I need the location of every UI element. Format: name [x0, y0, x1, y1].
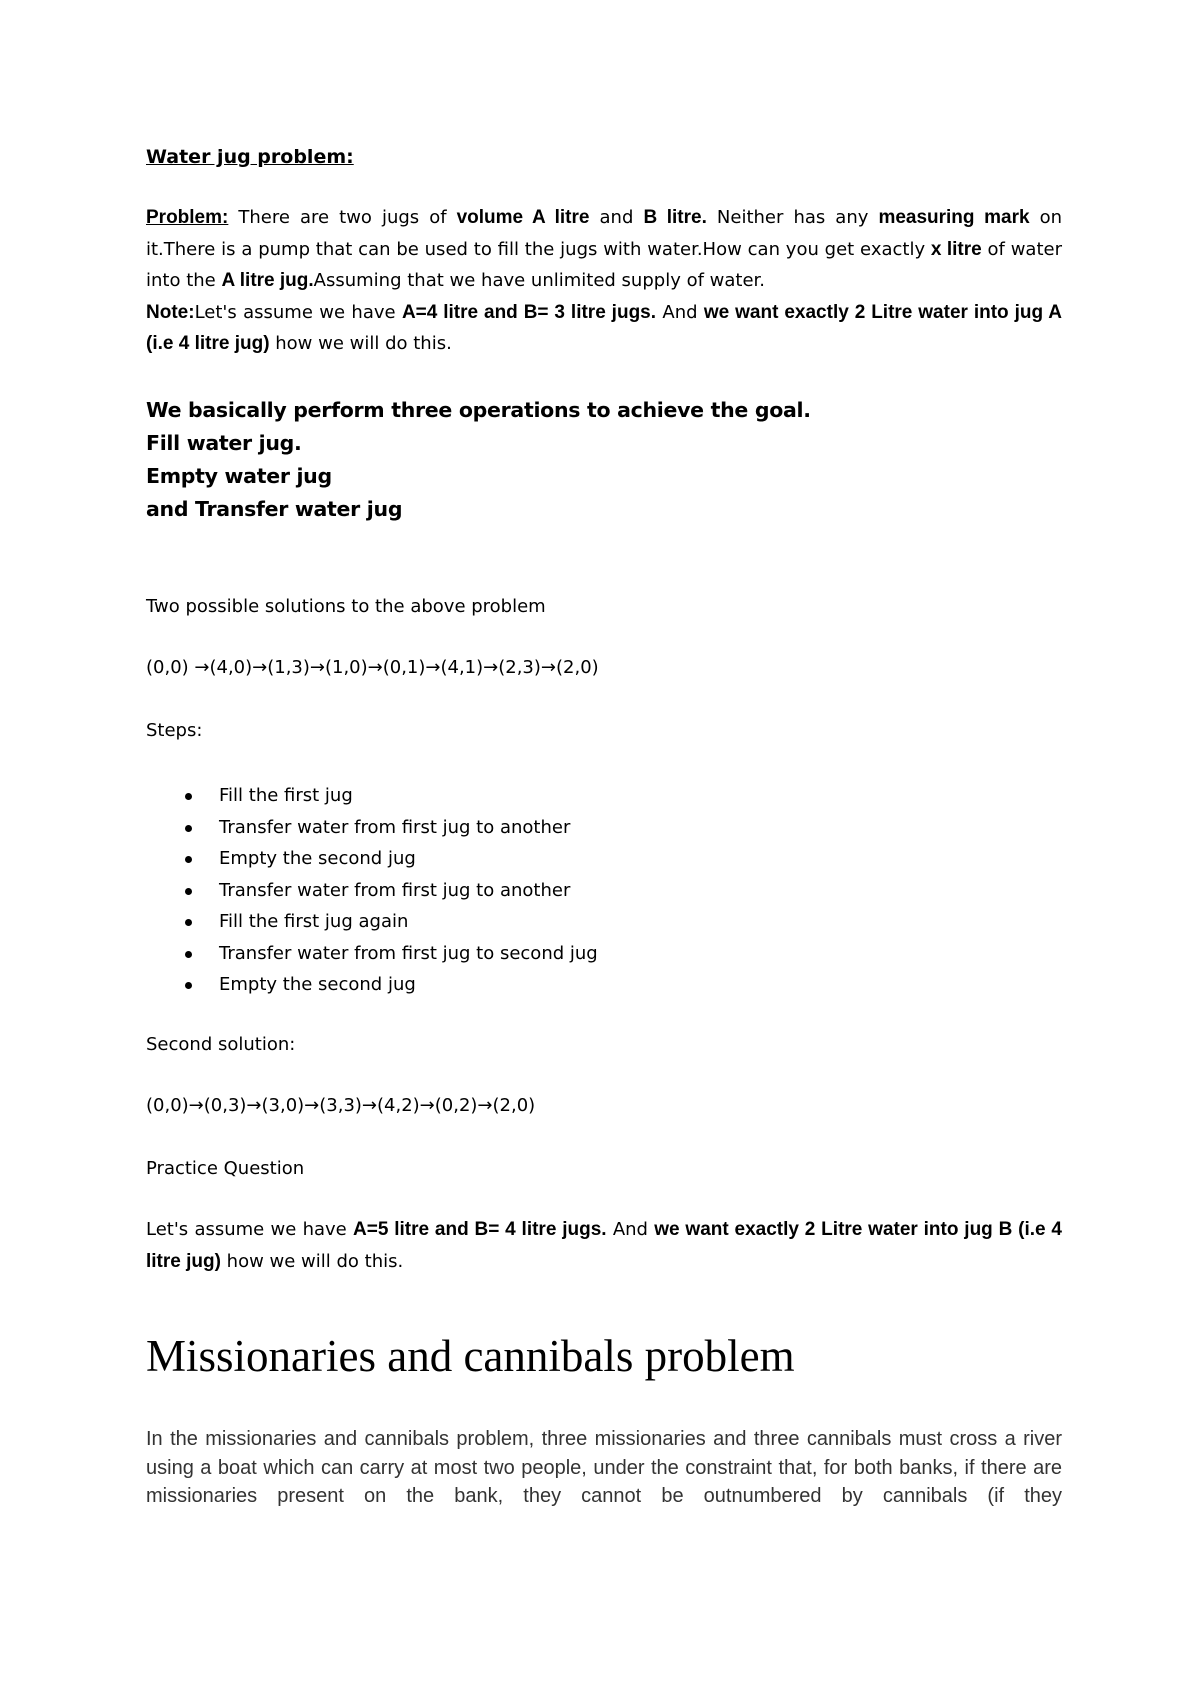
list-item [146, 780, 1062, 812]
step-text: Empty the second jug [219, 974, 416, 995]
step-text: Empty the second jug [219, 848, 416, 869]
problem-text-bold: A litre jug. [221, 270, 314, 291]
problem-text-bold: volume A litre [456, 207, 590, 228]
solution-sequence-1: (0,0) →(4,0)→(1,3)→(1,0)→(0,1)→(4,1)→(2,3)→(2,0) [146, 657, 599, 678]
note-text: And [656, 301, 704, 323]
list-item [146, 906, 1062, 938]
practice-text-bold: we want exactly 2 Litre water into jug B (i.e 4 litre jug) [146, 1219, 1063, 1272]
operation-empty: Empty water jug [146, 464, 332, 488]
list-item [146, 938, 1062, 970]
solution-sequence-2: (0,0)→(0,3)→(3,0)→(3,3)→(4,2)→(0,2)→(2,0) [146, 1095, 536, 1116]
bullet-icon [185, 951, 192, 958]
step-text: Transfer water from first jug to second jug [219, 942, 598, 964]
note-text: Let's assume we have [194, 301, 402, 323]
missionaries-heading: Missionaries and cannibals problem [146, 1331, 795, 1381]
note-text-bold: we want exactly 2 Litre water into jug A (i.e 4 litre jug) [146, 301, 1062, 354]
problem-label: Problem: [146, 207, 229, 228]
practice-text: how we will do this. [220, 1250, 404, 1272]
step-text: Transfer water from first jug to another [219, 816, 571, 838]
steps-label: Steps: [146, 720, 203, 741]
bullet-icon [185, 825, 192, 832]
problem-text: on it.There is a pump that can be used to fill the jugs with water.How can you get exactly [146, 207, 1063, 260]
list-item [146, 969, 1062, 1001]
list-item [146, 875, 1062, 907]
step-text: Fill the first jug [219, 785, 353, 806]
practice-text: And [606, 1219, 655, 1240]
step-text: Transfer water from first jug to another [219, 879, 571, 901]
problem-text: of water into the [146, 238, 1062, 291]
problem-text-bold: B litre. [643, 207, 707, 228]
bullet-icon [185, 793, 192, 800]
problem-paragraph [146, 202, 1062, 360]
bullet-icon [185, 919, 192, 926]
operations-intro: We basically perform three operations to achieve the goal. [146, 398, 811, 422]
solutions-title: Two possible solutions to the above problem [146, 596, 546, 617]
problem-text: and [589, 207, 644, 228]
steps-list [146, 780, 1062, 1001]
practice-text: Let's assume we have [146, 1219, 354, 1240]
practice-question-label: Practice Question [146, 1158, 305, 1179]
step-text: Fill the first jug again [219, 911, 409, 932]
problem-text: Neither has any [706, 207, 879, 228]
operation-fill: Fill water jug. [146, 431, 302, 455]
problem-text-bold: x litre [930, 238, 982, 260]
water-jug-title: Water jug problem: [146, 146, 354, 168]
list-item [146, 843, 1062, 875]
second-solution-label: Second solution: [146, 1034, 296, 1055]
note-text: how we will do this. [269, 333, 452, 354]
practice-text-bold: A=5 litre and B= 4 litre jugs. [353, 1219, 607, 1240]
problem-text-bold: measuring mark [878, 207, 1030, 228]
practice-paragraph [146, 1214, 1062, 1277]
bullet-icon [185, 888, 192, 895]
problem-text: There are two jugs of [228, 207, 457, 228]
operations-list [146, 394, 1062, 526]
note-label: Note: [146, 301, 195, 323]
section-title-water-jug [146, 146, 1062, 168]
note-text-bold: A=4 litre and B= 3 litre jugs. [401, 301, 657, 323]
list-item [146, 812, 1062, 844]
problem-text: Assuming that we have unlimited supply of water. [313, 270, 765, 291]
missionaries-paragraph: In the missionaries and cannibals problem, three missionaries and three cannibals must cross a river using a boat which can carry at most two people, under the constraint that, for both banks, if there are missionaries present on the bank, they cannot be outnumbered by cannibals (if they [146, 1428, 1062, 1507]
bullet-icon [185, 856, 192, 863]
operation-transfer: and Transfer water jug [146, 497, 403, 521]
bullet-icon [185, 982, 192, 989]
